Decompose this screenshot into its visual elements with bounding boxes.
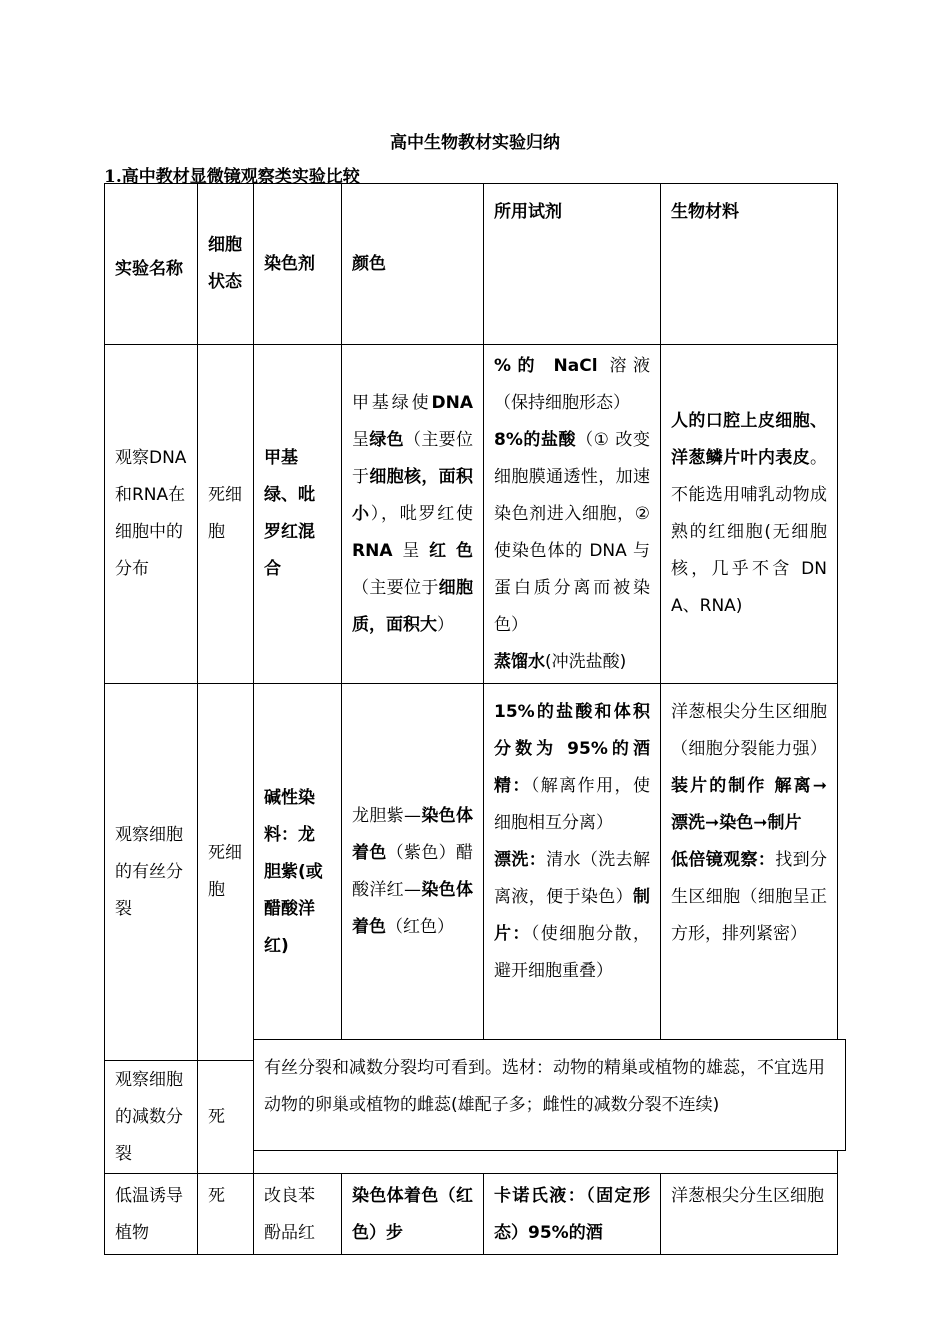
row2-reagent: 15%的盐酸和体积分数为 95%的酒精：（解离作用，使细胞相互分离） 漂洗：清水（洗去解离液，便于染色）制片：（使细胞分散，避开细胞重叠） <box>484 684 661 1061</box>
row1-color: 甲基绿使DNA呈绿色（主要位于细胞核，面积小），吡罗红使RNA呈红色（主要位于细胞质，面积大） <box>342 345 484 684</box>
row2-name: 观察细胞的有丝分裂 <box>105 684 198 1061</box>
table-row <box>105 345 838 684</box>
header-reagent: 所用试剂 <box>484 184 661 345</box>
row4-color: 染色体着色（红色）步 <box>342 1174 484 1255</box>
header-stain: 染色剂 <box>254 184 342 345</box>
row3-state: 死 <box>198 1061 254 1174</box>
row1-name: 观察DNA和RNA在细胞中的分布 <box>105 345 198 684</box>
row4-stain: 改良苯酚品红 <box>254 1174 342 1255</box>
header-material: 生物材料 <box>661 184 838 345</box>
row3-name: 观察细胞的减数分裂 <box>105 1061 198 1174</box>
section-number: 1. <box>104 167 122 187</box>
row4-material: 洋葱根尖分生区细胞 <box>661 1174 838 1255</box>
row1-state: 死细胞 <box>198 345 254 684</box>
header-name: 实验名称 <box>105 184 198 345</box>
row4-state: 死 <box>198 1174 254 1255</box>
row2-state: 死细胞 <box>198 684 254 1061</box>
section-label: 高中教材显微镜观察类实验比较 <box>121 167 360 187</box>
row4-reagent: 卡诺氏液：（固定形态）95%的酒 <box>484 1174 661 1255</box>
row1-material: 人的口腔上皮细胞、洋葱鳞片叶内表皮。不能选用哺乳动物成熟的红细胞(无细胞核，几乎不含 DNA、RNA) <box>661 345 838 684</box>
table-row <box>105 684 838 1061</box>
row3-merged-note: 有丝分裂和减数分裂均可看到。选材：动物的精巢或植物的雄蕊，不宜选用动物的卵巢或植物的雌蕊(雄配子多；雌性的减数分裂不连续) <box>253 1039 846 1151</box>
document-title: 高中生物教材实验归纳 <box>390 133 560 153</box>
header-color: 颜色 <box>342 184 484 345</box>
table-header-row <box>105 184 838 345</box>
row2-color: 龙胆紫—染色体着色（紫色）醋酸洋红—染色体着色（红色） <box>342 684 484 1061</box>
row2-stain: 碱性染料：龙胆紫(或醋酸洋红) <box>254 684 342 1061</box>
row4-name: 低温诱导植物 <box>105 1174 198 1255</box>
header-state: 细胞状态 <box>198 184 254 345</box>
row2-material: 洋葱根尖分生区细胞（细胞分裂能力强）装片的制作 解离➞漂洗➞染色➞制片 低倍镜观察：找到分生区细胞（细胞呈正方形，排列紧密） <box>661 684 838 1061</box>
row1-reagent: %的 NaCl 溶液（保持细胞形态） 8%的盐酸（① 改变细胞膜通透性，加速染色剂进入细胞，②使染色体的 DNA 与蛋白质分离而被染色） 蒸馏水(冲洗盐酸) <box>484 345 661 684</box>
table-row <box>105 1174 838 1255</box>
row1-stain: 甲基绿、吡罗红混合 <box>254 345 342 684</box>
